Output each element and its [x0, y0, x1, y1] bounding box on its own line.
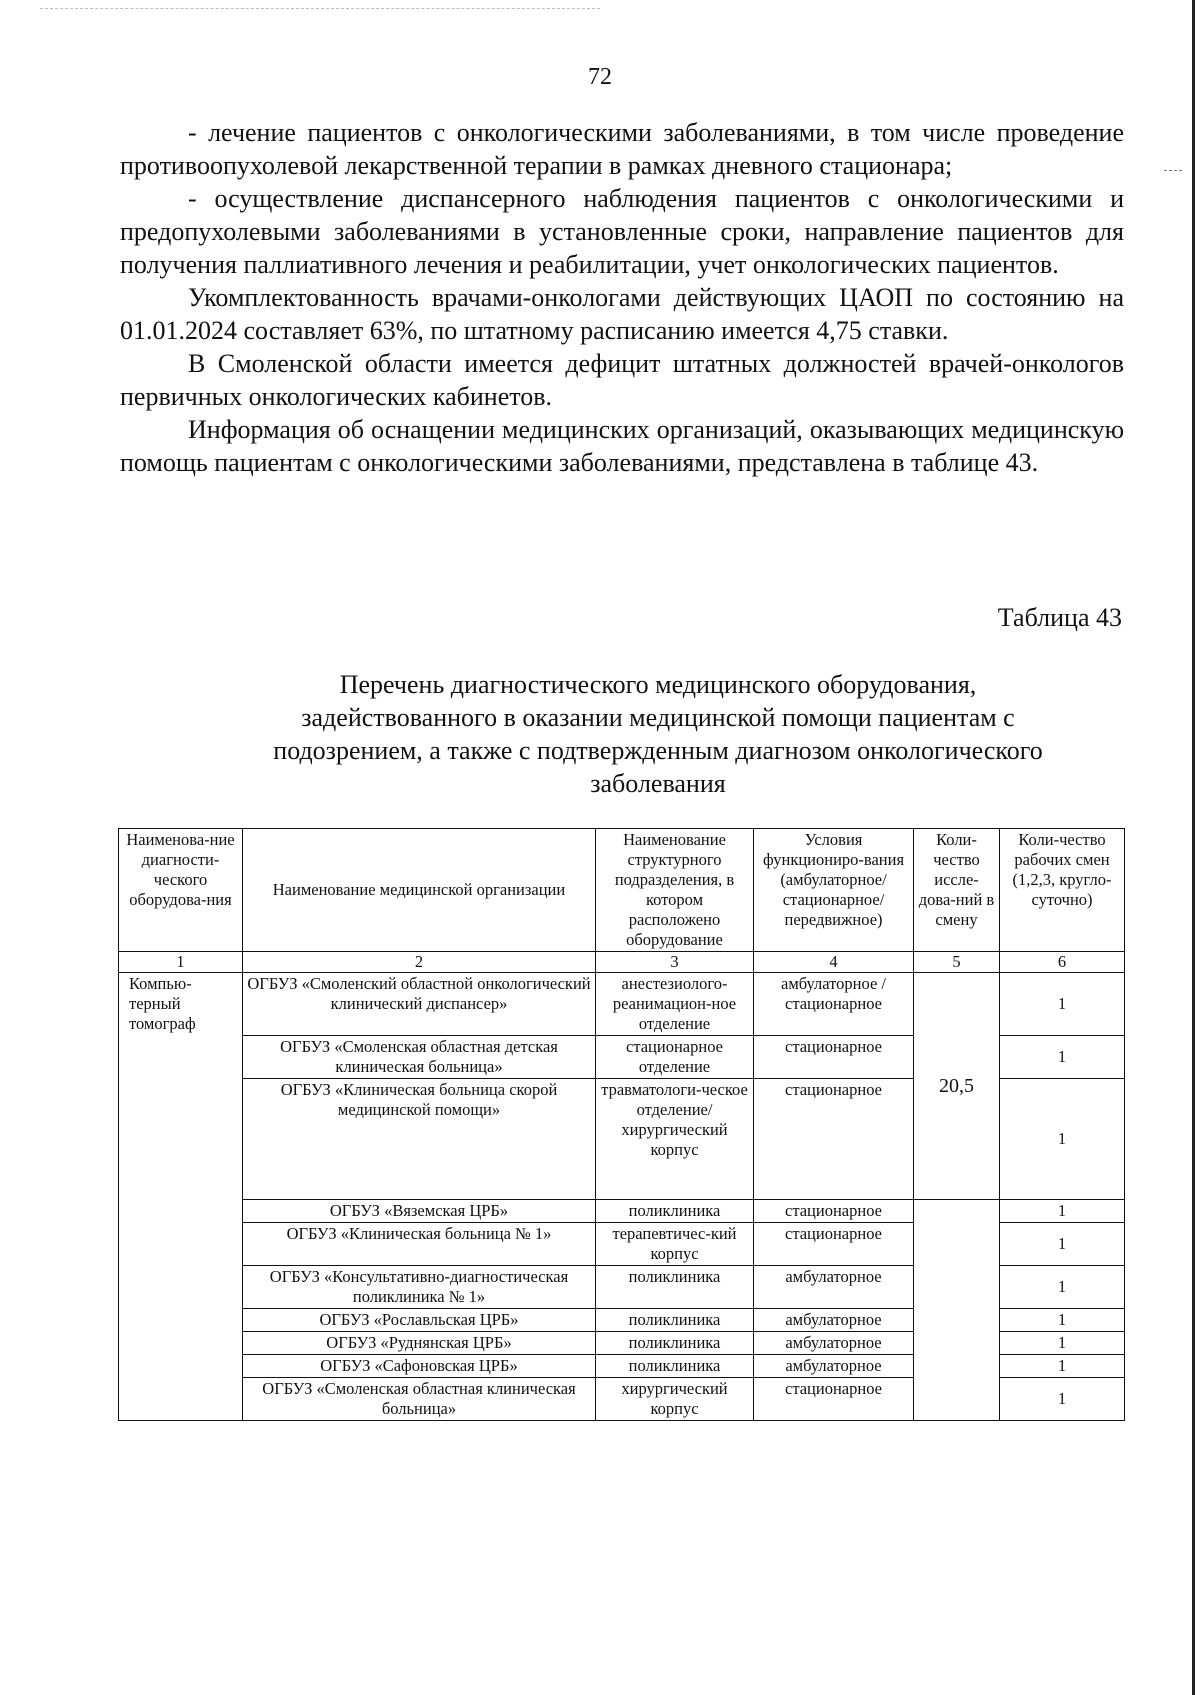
- org-cell: ОГБУЗ «Смоленский областной онкологический клинический диспансер»: [243, 973, 596, 1036]
- org-cell: ОГБУЗ «Клиническая больница № 1»: [243, 1223, 596, 1266]
- org-cell: ОГБУЗ «Консультативно-диагностическая поликлиника № 1»: [243, 1266, 596, 1309]
- org-cell: ОГБУЗ «Смоленская областная клиническая больница»: [243, 1378, 596, 1421]
- equipment-table: [118, 828, 1125, 1421]
- shifts-cell: 1: [1000, 1378, 1125, 1421]
- condition-cell: амбулаторное: [754, 1309, 914, 1332]
- dept-cell: травматологи-ческое отделение/ хирургический корпус: [596, 1079, 754, 1200]
- paragraph: - осуществление диспансерного наблюдения пациентов с онкологическими и предопухолевыми заболеваниями в установленные сроки, направление пациентов для получения паллиативного лечения и реабилитации, учет онкологических пациентов.: [120, 184, 1124, 279]
- body-text: [120, 116, 1124, 479]
- condition-cell: амбулаторное: [754, 1266, 914, 1309]
- studies-cell: 20,5: [914, 973, 1000, 1200]
- paragraph: Укомплектованность врачами-онкологами действующих ЦАОП по состоянию на 01.01.2024 составляет 63%, по штатному расписанию имеется 4,75 ставки.: [120, 283, 1124, 345]
- dept-cell: терапевтичес-кий корпус: [596, 1223, 754, 1266]
- dept-cell: поликлиника: [596, 1200, 754, 1223]
- index-cell: 1: [119, 952, 243, 973]
- dept-cell: поликлиника: [596, 1355, 754, 1378]
- index-cell: 2: [243, 952, 596, 973]
- shifts-cell: 1: [1000, 1200, 1125, 1223]
- org-cell: ОГБУЗ «Сафоновская ЦРБ»: [243, 1355, 596, 1378]
- condition-cell: стационарное: [754, 1378, 914, 1421]
- shifts-cell: 1: [1000, 1355, 1125, 1378]
- dept-cell: хирургический корпус: [596, 1378, 754, 1421]
- dept-cell: анестезиолого-реанимацион-ное отделение: [596, 973, 754, 1036]
- shifts-cell: 1: [1000, 1036, 1125, 1079]
- shifts-cell: 1: [1000, 973, 1125, 1036]
- condition-cell: стационарное: [754, 1079, 914, 1200]
- header-cell: Коли-чество рабочих смен (1,2,3, кругло-суточно): [1000, 829, 1125, 952]
- org-cell: ОГБУЗ «Клиническая больница скорой медицинской помощи»: [243, 1079, 596, 1200]
- dept-cell: поликлиника: [596, 1266, 754, 1309]
- header-cell: Наименование медицинской организации: [243, 829, 596, 952]
- header-cell: Коли-чество иссле-дова-ний в смену: [914, 829, 1000, 952]
- index-cell: 3: [596, 952, 754, 973]
- index-cell: 5: [914, 952, 1000, 973]
- header-cell: Наименование структурного подразделения, в котором расположено оборудование: [596, 829, 754, 952]
- table-header-row: [119, 829, 1125, 952]
- scan-edge-border: [1192, 0, 1195, 1695]
- org-cell: ОГБУЗ «Смоленская областная детская клиническая больница»: [243, 1036, 596, 1079]
- org-cell: ОГБУЗ «Руднянская ЦРБ»: [243, 1332, 596, 1355]
- condition-cell: амбулаторное / стационарное: [754, 973, 914, 1036]
- paragraph: В Смоленской области имеется дефицит штатных должностей врачей-онкологов первичных онкологических кабинетов.: [120, 349, 1124, 411]
- equipment-cell: Компью-терный томограф: [119, 973, 243, 1421]
- header-cell: Условия функциониро-вания (амбулаторное/ стационарное/ передвижное): [754, 829, 914, 952]
- dept-cell: стационарное отделение: [596, 1036, 754, 1079]
- org-cell: ОГБУЗ «Рославльская ЦРБ»: [243, 1309, 596, 1332]
- index-cell: 4: [754, 952, 914, 973]
- studies-cell-empty: [914, 1200, 1000, 1421]
- condition-cell: стационарное: [754, 1036, 914, 1079]
- org-cell: ОГБУЗ «Вяземская ЦРБ»: [243, 1200, 596, 1223]
- table-row: [119, 1200, 1125, 1223]
- scan-edge-mark: [1164, 170, 1182, 171]
- header-cell: Наименова-ние диагности-ческого оборудова-ния: [119, 829, 243, 952]
- shifts-cell: 1: [1000, 1079, 1125, 1200]
- table-number: Таблица 43: [997, 603, 1122, 632]
- condition-cell: стационарное: [754, 1200, 914, 1223]
- condition-cell: амбулаторное: [754, 1355, 914, 1378]
- shifts-cell: 1: [1000, 1266, 1125, 1309]
- paragraph: - лечение пациентов с онкологическими заболеваниями, в том числе проведение противоопухолевой лекарственной терапии в рамках дневного стационара;: [120, 118, 1124, 180]
- dept-cell: поликлиника: [596, 1309, 754, 1332]
- index-cell: 6: [1000, 952, 1125, 973]
- shifts-cell: 1: [1000, 1223, 1125, 1266]
- dept-cell: поликлиника: [596, 1332, 754, 1355]
- table-title: Перечень диагностического медицинского оборудования, задействованного в оказании медицинской помощи пациентам с подозрением, а также с подтвержденным диагнозом онкологического заболевания: [273, 670, 1043, 798]
- table-row: [119, 973, 1125, 1036]
- shifts-cell: 1: [1000, 1332, 1125, 1355]
- scan-artifact-line: [40, 8, 600, 9]
- condition-cell: стационарное: [754, 1223, 914, 1266]
- shifts-cell: 1: [1000, 1309, 1125, 1332]
- paragraph: Информация об оснащении медицинских организаций, оказывающих медицинскую помощь пациентам с онкологическими заболеваниями, представлена в таблице 43.: [120, 415, 1124, 477]
- page-number: 72: [588, 64, 612, 90]
- condition-cell: амбулаторное: [754, 1332, 914, 1355]
- table-index-row: [119, 952, 1125, 973]
